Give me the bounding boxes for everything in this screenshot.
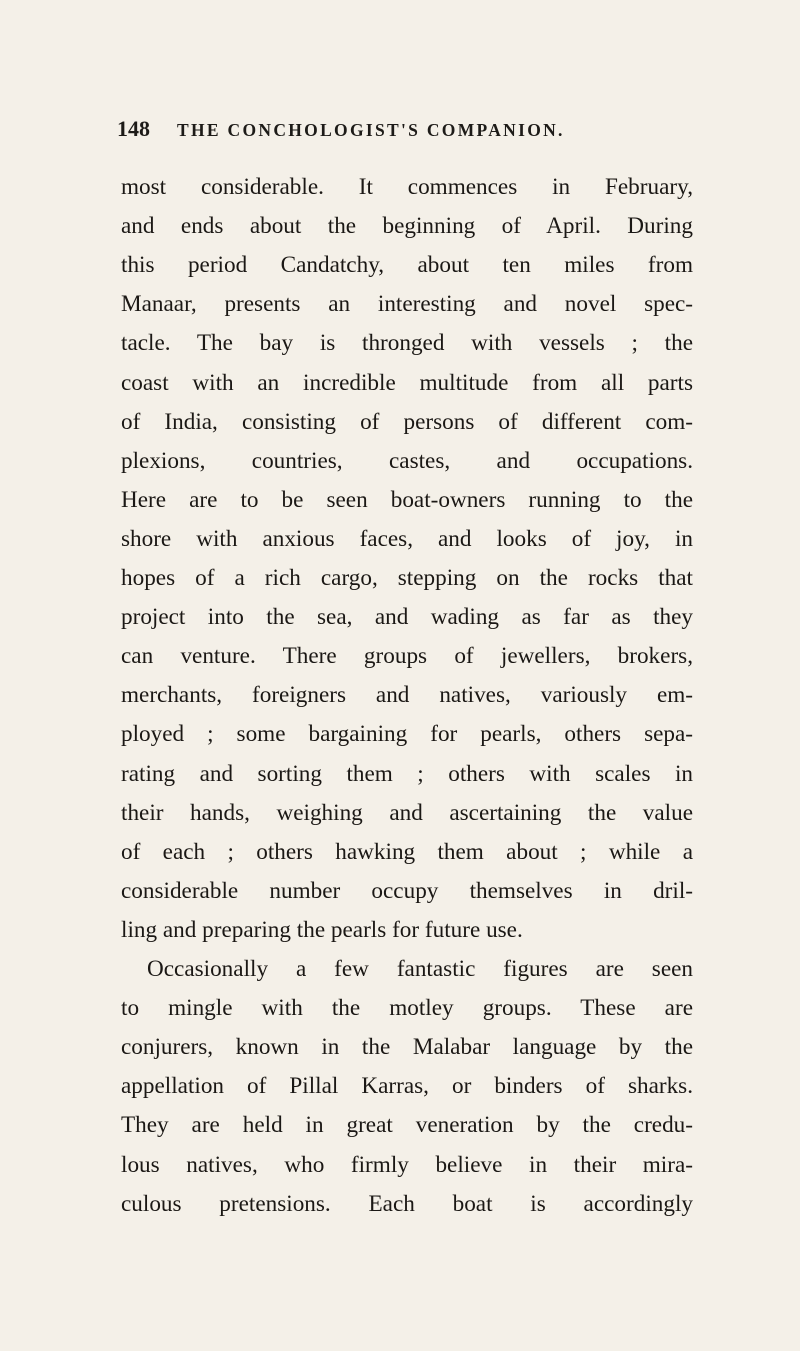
text-line: appellation of Pillal Karras, or binders of sharks.: [121, 1073, 693, 1100]
text-line: this period Candatchy, about ten miles from: [121, 252, 693, 279]
text-line: tacle. The bay is thronged with vessels ; the: [121, 330, 693, 357]
text-line: lous natives, who firmly believe in their mira-: [121, 1151, 693, 1178]
text-line: coast with an incredible multitude from all parts: [121, 369, 693, 396]
text-line: Manaar, presents an interesting and novel spec-: [121, 291, 693, 318]
text-line: merchants, foreigners and natives, variously em-: [121, 682, 693, 709]
text-line: and ends about the beginning of April. During: [121, 213, 693, 240]
text-line: Here are to be seen boat-owners running to the: [121, 486, 693, 513]
running-title: THE CONCHOLOGIST'S COMPANION.: [177, 120, 565, 140]
text-line: most considerable. It commences in February,: [121, 174, 693, 200]
text-line: of India, consisting of persons of different com-: [121, 408, 693, 435]
text-line: their hands, weighing and ascertaining the value: [121, 799, 693, 826]
text-line: project into the sea, and wading as far as they: [121, 604, 693, 631]
text-line: can venture. There groups of jewellers, brokers,: [121, 643, 693, 670]
running-head: [117, 113, 717, 145]
text-line: ployed ; some bargaining for pearls, others sepa-: [121, 721, 693, 748]
text-line: shore with anxious faces, and looks of joy, in: [121, 525, 693, 552]
text-line: They are held in great veneration by the credu-: [121, 1112, 693, 1139]
text-line: hopes of a rich cargo, stepping on the rocks that: [121, 565, 693, 591]
text-line: Occasionally a few fantastic figures are seen: [147, 956, 693, 982]
page-number: 148: [117, 116, 150, 141]
text-line: ling and preparing the pearls for future use.: [121, 916, 523, 943]
text-line: of each ; others hawking them about ; while a: [121, 838, 693, 865]
text-line: conjurers, known in the Malabar language by the: [121, 1034, 693, 1061]
text-line: plexions, countries, castes, and occupations.: [121, 447, 693, 474]
text-line: rating and sorting them ; others with scales in: [121, 760, 693, 787]
text-line: culous pretensions. Each boat is accordingly: [121, 1190, 693, 1217]
text-line: considerable number occupy themselves in dril-: [121, 877, 693, 904]
text-line: to mingle with the motley groups. These are: [121, 995, 693, 1022]
